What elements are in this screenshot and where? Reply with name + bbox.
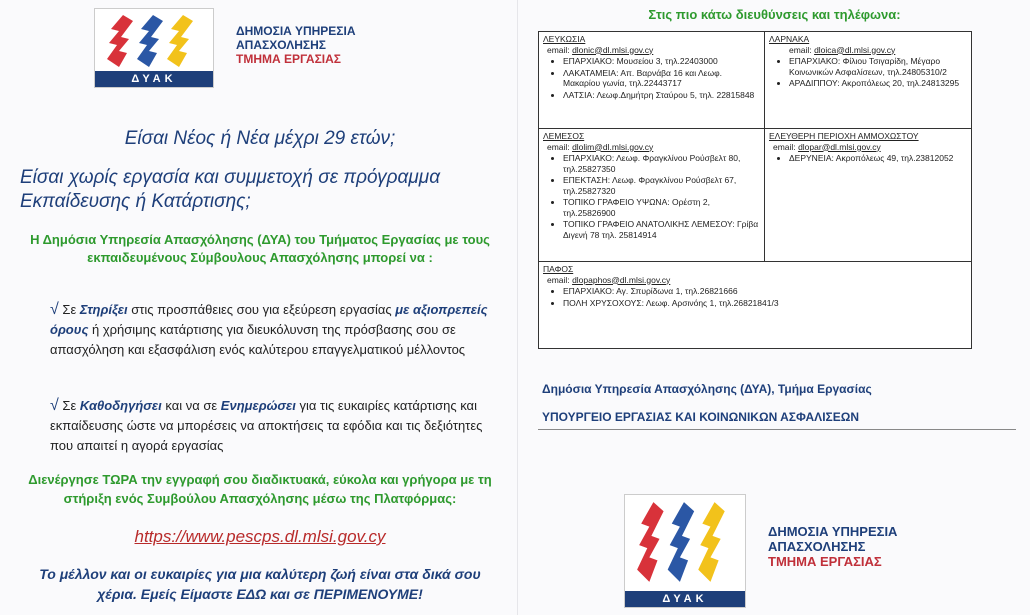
checkmark-icon: √: [50, 301, 59, 318]
dyak-logo-bottom: [624, 494, 746, 608]
office-address: • ΕΠΑΡΧΙΑΚΟ: Λεωφ. Φραγκλίνου Ρούσβελτ 80, τηλ.25827350: [563, 153, 760, 174]
office-address: • ΕΠΑΡΧΙΑΚΟ: Αγ. Σπυρίδωνα 1, τηλ.26821666: [563, 286, 835, 297]
benefit-text: στις προσπάθειες σου για εξεύρεση εργασίας: [127, 302, 396, 317]
email-label: email:: [547, 274, 570, 285]
footer-ministry: ΥΠΟΥΡΓΕΙΟ ΕΡΓΑΣΙΑΣ ΚΑΙ ΚΟΙΝΩΝΙΚΩΝ ΑΣΦΑΛΙΣΕΩΝ: [542, 410, 860, 424]
call-to-action: Διενέργησε ΤΩΡΑ την εγγραφή σου διαδικτυακά, εύκολα και γρήγορα με τη στήριξη ενός Συμβούλου Απασχόλησης μέσω της Πλατφόρμας:: [28, 472, 492, 506]
org-name-line3: ΤΜΗΜΑ ΕΡΓΑΣΙΑΣ: [236, 52, 341, 66]
office-email-link[interactable]: dlopaphos@dl.mlsi.gov.cy: [572, 274, 671, 285]
footer-divider: [538, 429, 1016, 430]
office-address: • ΤΟΠΙΚΟ ΓΡΑΦΕΙΟ ΑΝΑΤΟΛΙΚΗΣ ΛΕΜΕΣΟΥ: Γρίβα Διγενή 78 τηλ. 25814914: [563, 219, 760, 240]
office-address: • ΑΡΑΔΙΠΠΟΥ: Ακροπόλεως 20, τηλ.24813295: [789, 78, 967, 89]
office-title: ΛΕΜΕΣΟΣ: [543, 131, 585, 141]
footer-department: Δημόσια Υπηρεσία Απασχόλησης (ΔΥΑ), Τμήμα Εργασίας: [542, 382, 872, 396]
intro-text: Η Δημόσια Υπηρεσία Απασχόλησης (ΔΥΑ) του Τμήματος Εργασίας με τους εκπαιδευμένους Σύμβουλους Απασχόλησης μπορεί να :: [30, 232, 490, 265]
org-name-line3: ΤΜΗΜΑ ΕΡΓΑΣΙΑΣ: [768, 554, 882, 569]
headline-question-age: Είσαι Νέος ή Νέα μέχρι 29 ετών;: [124, 128, 396, 149]
benefit-text: για τις ευκαιρίες κατάρτισης και εκπαίδευσης ώστε να μπορέσεις να αποκτήσεις τα εφόδια και τις δεξιότητες που απαιτεί η αγορά εργασίας: [50, 398, 483, 453]
contacts-table: [538, 31, 972, 349]
benefit-text: Σε: [62, 398, 80, 413]
org-name-line2: ΑΠΑΣΧΟΛΗΣΗΣ: [236, 38, 326, 52]
office-famagusta: [765, 129, 971, 167]
office-address: • ΠΟΛΗ ΧΡΥΣΟΧΟΥΣ: Λεωφ. Αρσινόης 1, τηλ.26821841/3: [563, 298, 835, 309]
office-address: • ΤΟΠΙΚΟ ΓΡΑΦΕΙΟ ΥΨΩΝΑ: Ορέστη 2, τηλ.25826900: [563, 197, 760, 218]
benefit-guidance: [50, 396, 490, 456]
office-address: • ΛΑΚΑΤΑΜΕΙΑ: Απ. Βαρνάβα 16 και Λεωφ. Μακαρίου γωνία, τηλ.22443717: [563, 68, 760, 89]
office-email-link[interactable]: dloica@dl.mlsi.gov.cy: [814, 44, 896, 55]
email-label: email:: [789, 44, 812, 55]
email-label: email:: [547, 44, 570, 55]
email-label: email:: [547, 141, 570, 152]
office-address: • ΔΕΡΥΝΕΙΑ: Ακροπόλεως 49, τηλ.23812052: [789, 153, 967, 164]
headline-question-status: Είσαι χωρίς εργασία και συμμετοχή σε πρόγραμμα Εκπαίδευσης ή Κατάρτισης;: [20, 167, 441, 212]
logo-wordmark: ΔΥΑΚ: [625, 591, 745, 607]
office-larnaca: [765, 32, 971, 92]
org-name-line1: ΔΗΜΟΣΙΑ ΥΠΗΡΕΣΙΑ: [236, 24, 356, 38]
office-nicosia: [539, 32, 764, 103]
benefit-emphasis: Στηρίξει: [79, 302, 128, 317]
faces-logo-icon: [631, 499, 739, 585]
office-email-link[interactable]: dlopar@dl.mlsi.gov.cy: [798, 141, 881, 152]
office-address: • ΛΑΤΣΙΑ: Λεωφ.Δημήτρη Σταύρου 5, τηλ. 22815848: [563, 90, 760, 101]
benefit-text: Σε: [62, 302, 80, 317]
email-label: email:: [773, 141, 796, 152]
checkmark-icon: √: [50, 397, 59, 414]
org-name-bottom: [768, 524, 897, 569]
faces-logo-icon: [101, 13, 207, 69]
benefit-text: και να σε: [161, 398, 221, 413]
dyak-logo: [94, 8, 214, 88]
logo-wordmark: ΔΥΑΚ: [95, 71, 213, 87]
office-title: ΠΑΦΟΣ: [543, 264, 574, 274]
closing-message: Το μέλλον και οι ευκαιρίες για μια καλύτερη ζωή είναι στα δικά σου χέρια. Εμείς Είμαστε ΕΔΩ και σε ΠΕΡΙΜΕΝΟΥΜΕ!: [39, 566, 481, 602]
office-email-link[interactable]: dlolim@dl.mlsi.gov.cy: [572, 141, 654, 152]
org-name: [236, 24, 355, 66]
flyer-right-page: [517, 0, 1030, 615]
contacts-title: Στις πιο κάτω διευθύνσεις και τηλέφωνα:: [648, 7, 901, 22]
office-title: ΛΕΥΚΩΣΙΑ: [543, 34, 586, 44]
benefit-emphasis: με αξιοπρεπείς όρους: [50, 302, 488, 337]
org-name-line1: ΔΗΜΟΣΙΑ ΥΠΗΡΕΣΙΑ: [768, 524, 898, 539]
benefit-support: [50, 300, 490, 360]
org-name-line2: ΑΠΑΣΧΟΛΗΣΗΣ: [768, 539, 866, 554]
office-title: ΛΑΡΝΑΚΑ: [769, 34, 810, 44]
platform-link[interactable]: https://www.pescps.dl.mlsi.gov.cy: [134, 527, 386, 546]
benefit-text: ή χρήσιμης κατάρτισης για διευκόλυνση της πρόσβασης σου σε απασχόληση και εξασφάλιση ενός καλύτερου επαγγελματικού μέλλοντος: [50, 322, 466, 357]
office-paphos: [539, 262, 839, 311]
office-address: • ΕΠΑΡΧΙΑΚΟ: Μουσείου 3, τηλ.22403000: [563, 56, 760, 67]
office-limassol: [539, 129, 764, 243]
office-title: ΕΛΕΥΘΕΡΗ ΠΕΡΙΟΧΗ ΑΜΜΟΧΩΣΤΟΥ: [769, 131, 919, 141]
office-email-link[interactable]: dlonic@dl.mlsi.gov.cy: [572, 44, 654, 55]
benefit-emphasis: Καθοδηγήσει: [79, 398, 162, 413]
benefit-emphasis: Ενημερώσει: [220, 398, 296, 413]
office-address: • ΕΠΑΡΧΙΑΚΟ: Φίλιου Τσιγαρίδη, Μέγαρο Κοινωνικών Ασφαλίσεων, τηλ.24805310/2: [789, 56, 967, 77]
office-address: • ΕΠΕΚΤΑΣΗ: Λεωφ. Φραγκλίνου Ρούσβελτ 67, τηλ.25827320: [563, 175, 760, 196]
